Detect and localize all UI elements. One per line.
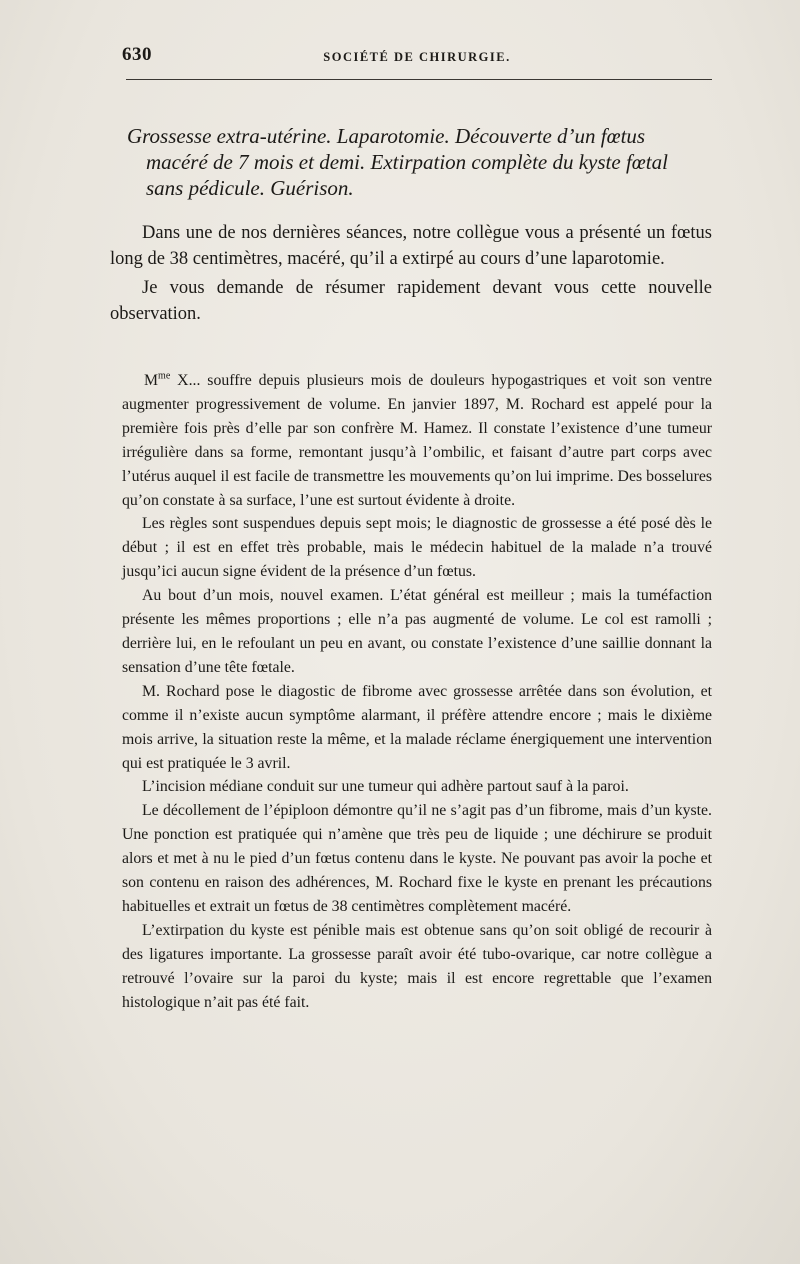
article-title: [118, 123, 718, 201]
header-rule: [126, 79, 712, 80]
observation-paragraph: L’incision médiane conduit sur une tumeur qui adhère partout sauf à la paroi.: [142, 778, 629, 796]
observation-paragraph: Au bout d’un mois, nouvel examen. L’état général est meilleur ; mais la tuméfaction présente les mêmes proportions ; elle n’a pas augmenté de volume. Le col est ramolli ; derrière lui, en le refoulant un peu en avant, ou constate l’existence d’une saillie donnant la sensation d’une tête fœtale.: [122, 587, 712, 676]
observation-paragraph: Les règles sont suspendues depuis sept mois; le diagnostic de grossesse a été posé dès le début ; il est en effet très probable, mais le médecin habituel de la malade n’a trouvé jusqu’ici aucun signe évident de la présence d’un fœtus.: [122, 515, 712, 581]
observation-paragraph: M. Rochard pose le diagostic de fibrome avec grossesse arrêtée dans son évolution, et comme il n’existe aucun symptôme alarmant, il préfère attendre encore ; mais le dixième mois arrive, la situation reste la même, et la malade réclame énergiquement une intervention qui est pratiquée le 3 avril.: [122, 682, 712, 772]
article-title-line: sans pédicule. Guérison.: [146, 176, 354, 200]
intro-section: [110, 221, 712, 331]
intro-paragraph: Je vous demande de résumer rapidement devant vous cette nouvelle observation.: [110, 278, 712, 324]
page-number: 630: [122, 44, 152, 65]
observation-section: [122, 369, 712, 1014]
honorific-superscript: me: [158, 370, 171, 382]
observation-paragraph: L’extirpation du kyste est pénible mais est obtenue sans qu’on soit obligé de recourir à des ligatures importante. La grossesse paraît avoir été tubo-ovarique, car notre collègue a retrouvé l’ovaire sur la paroi du kyste; mais il est encore regrettable que l’examen histologique n’ait pas été fait.: [122, 921, 712, 1011]
intro-paragraph: Dans une de nos dernières séances, notre collègue vous a présenté un fœtus long de 38 centimètres, macéré, qu’il a extirpé au cours d’une laparotomie.: [110, 223, 712, 269]
running-head: [122, 44, 712, 68]
article-title-line: Grossesse extra-utérine. Laparotomie. Découverte d’un fœtus: [127, 124, 646, 148]
running-title: SOCIÉTÉ DE CHIRURGIE.: [323, 50, 511, 64]
observation-paragraph: [122, 369, 712, 512]
observation-paragraph-text: X... souffre depuis plusieurs mois de douleurs hypogastriques et voit son ventre augmenter progressivement de volume. En janvier 1897, M. Rochard est appelé pour la première fois près d’elle par son confrère M. Hamez. Il constate l’existence d’une tumeur irrégulière dans sa forme, remontant jusqu’à l’ombilic, et faisant d’autre part corps avec l’utérus auquel il est facile de transmettre les mouvements qu’on lui imprime. Des bosselures qu’on constate à sa surface, l’une est surtout évidente à droite.: [122, 372, 712, 509]
article-title-line: macéré de 7 mois et demi. Extirpation complète du kyste fœtal: [146, 150, 668, 174]
honorific: M: [144, 372, 159, 389]
observation-paragraph: Le décollement de l’épiploon démontre qu’il ne s’agit pas d’un fibrome, mais d’un kyste. Une ponction est pratiquée qui n’amène que très peu de liquide ; une déchirure se produit alors et met à nu le pied d’un fœtus contenu dans le kyste. Ne pouvant pas avoir la poche et son contenu en raison des adhérences, M. Rochard fixe le kyste en prenant les précautions habituelles et extrait un fœtus de 38 centimètres complètement macéré.: [122, 802, 712, 915]
